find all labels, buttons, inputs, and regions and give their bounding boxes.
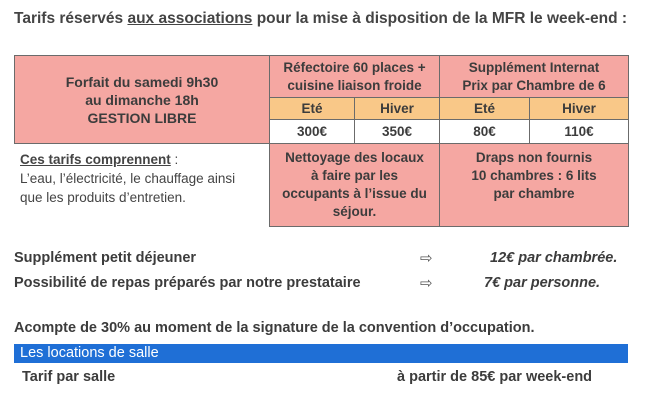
intro-text-underlined: aux associations [127, 10, 253, 27]
nettoyage-note [270, 144, 440, 227]
internat-header-line-2: Prix par Chambre de 6 [462, 77, 606, 93]
draps-line-1: Draps non fournis [475, 150, 593, 165]
petit-dejeuner-label: Supplément petit déjeuner [14, 250, 197, 266]
tarif-salle-price: à partir de 85€ par week-end [397, 369, 593, 385]
arrow-right-icon: ⇨ [420, 275, 433, 292]
refectoire-header-line-1: Réfectoire 60 places + [283, 59, 426, 75]
internat-header-line-1: Supplément Internat [468, 59, 600, 75]
tarif-salle-label: Tarif par salle [22, 369, 116, 385]
refectoire-header-line-2: cuisine liaison froide [287, 77, 422, 93]
forfait-cell [15, 56, 270, 144]
intro-heading [14, 10, 627, 28]
internat-hiver-price: 110€ [530, 120, 629, 144]
internat-header [440, 56, 629, 98]
nettoyage-line-1: Nettoyage des locaux [285, 150, 424, 165]
forfait-line-2: au dimanche 18h [85, 91, 199, 108]
petit-dejeuner-price: 12€ par chambrée. [490, 250, 618, 266]
repas-label: Possibilité de repas préparés par notre prestataire [14, 275, 361, 291]
arrow-right-icon: ⇨ [420, 250, 433, 267]
locations-header-bar [14, 344, 628, 363]
refectoire-ete-price: 300€ [270, 120, 355, 144]
nettoyage-line-4: séjour. [332, 204, 377, 219]
comprennent-line-1: L’eau, l’électricité, le chauffage ainsi [20, 171, 236, 186]
nettoyage-line-2: à faire par les [310, 168, 399, 183]
draps-line-3: par chambre [493, 186, 575, 201]
comprennent-line-2: que les produits d’entretien. [20, 190, 186, 205]
intro-text-end: pour la mise à disposition de la MFR le week-end : [252, 10, 628, 27]
tarifs-comprennent [20, 150, 270, 207]
comprennent-colon: : [170, 152, 179, 167]
refectoire-hiver-price: 350€ [355, 120, 440, 144]
refectoire-header [270, 56, 440, 98]
acompte-text: Acompte de 30% au moment de la signature de la convention d’occupation. [14, 320, 535, 336]
comprennent-title: Ces tarifs comprennent [20, 152, 171, 167]
draps-note [440, 144, 629, 227]
locations-header: Les locations de salle [20, 345, 159, 361]
intro-text-start: Tarifs réservés [14, 10, 128, 27]
nettoyage-line-3: occupants à l’issue du [282, 186, 427, 201]
internat-ete-price: 80€ [440, 120, 530, 144]
repas-price: 7€ par personne. [484, 275, 601, 291]
refectoire-ete-label: Eté [270, 98, 355, 120]
forfait-line-1: Forfait du samedi 9h30 [65, 73, 219, 90]
refectoire-hiver-label: Hiver [355, 98, 440, 120]
internat-ete-label: Eté [440, 98, 530, 120]
internat-hiver-label: Hiver [530, 98, 629, 120]
draps-line-2: 10 chambres : 6 lits [471, 168, 597, 183]
forfait-line-3: GESTION LIBRE [87, 109, 197, 126]
